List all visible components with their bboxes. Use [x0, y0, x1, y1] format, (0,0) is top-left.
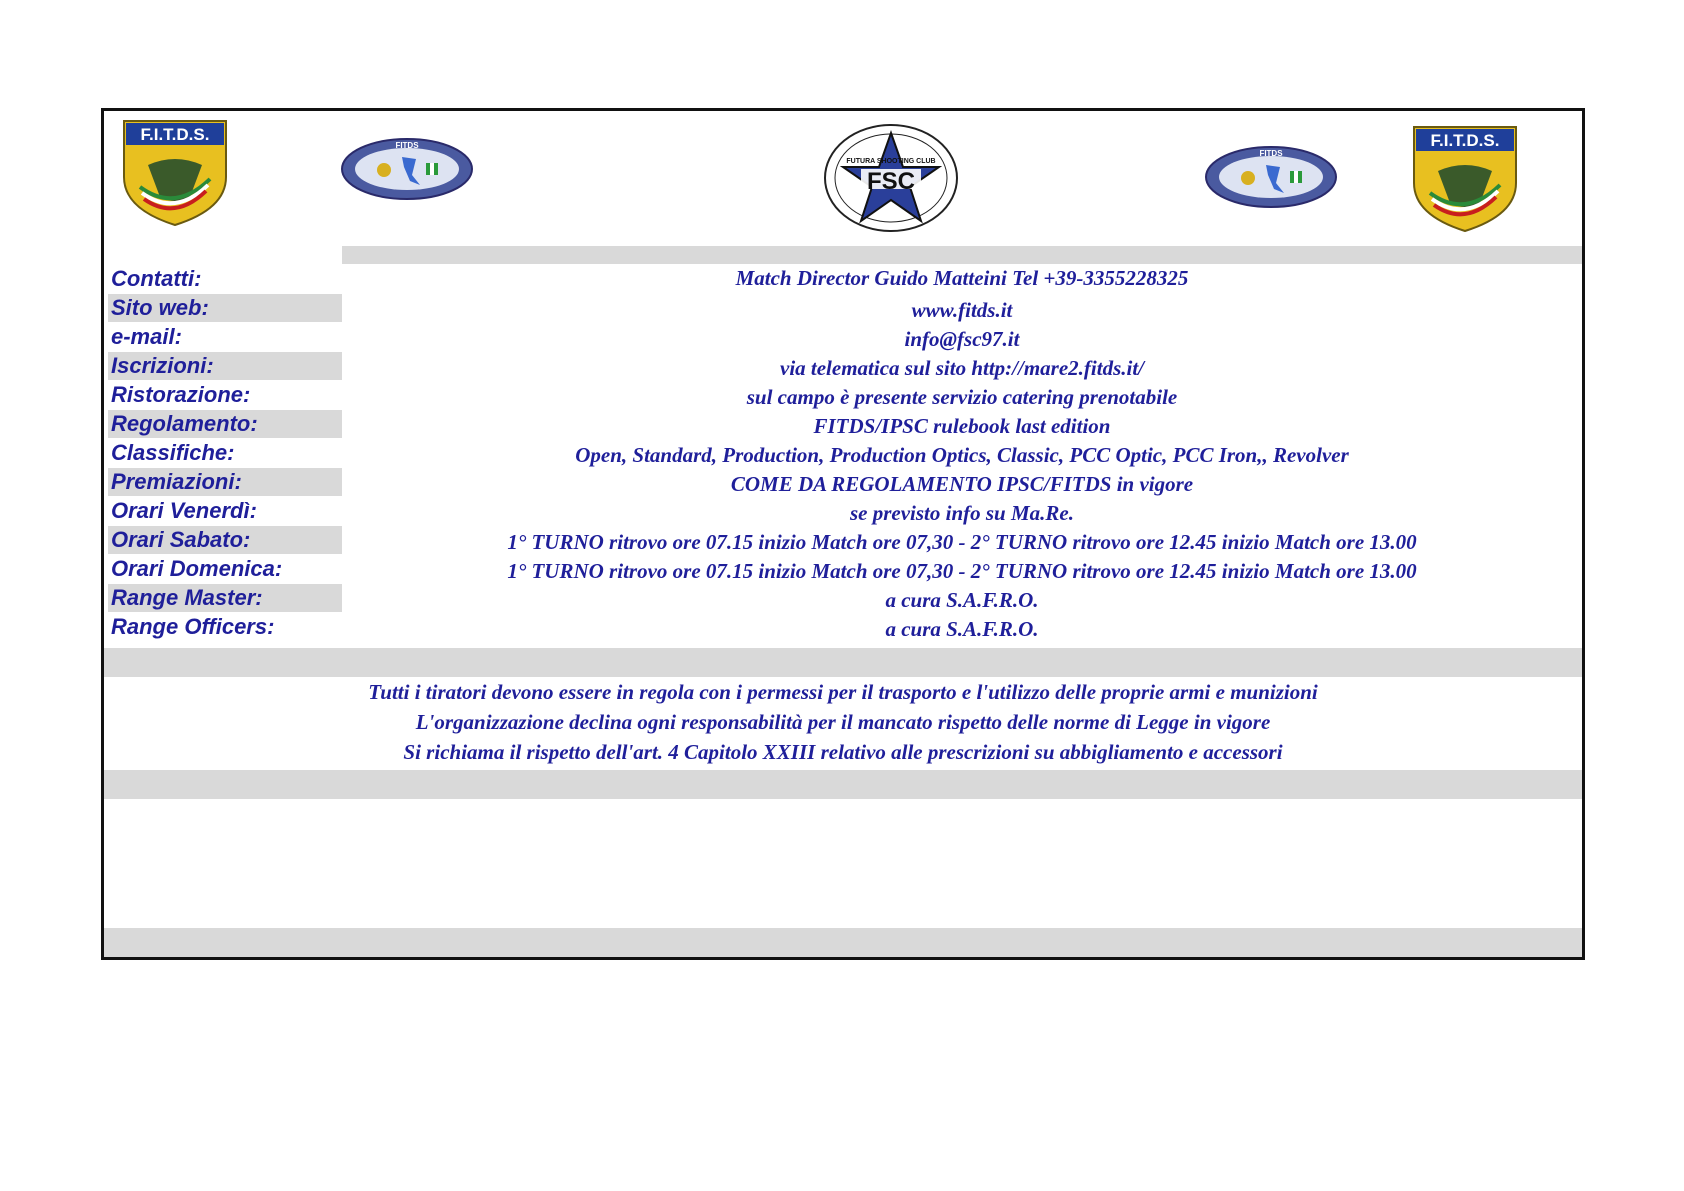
star-emblem-icon: [821, 123, 961, 233]
label-ristorazione: Ristorazione:: [111, 382, 251, 407]
oval-logo-text: FITDS: [395, 141, 419, 150]
note-line: Si richiama il rispetto dell'art. 4 Capitolo XXIII relativo alle prescrizioni su abbigliamento e accessori: [403, 740, 1283, 764]
fitds-shield-logo-left: [120, 117, 230, 227]
value-contatti: Match Director Guido Matteini Tel +39-3355228325: [735, 266, 1189, 290]
separator-band: [342, 246, 1582, 264]
label-range-master: Range Master:: [108, 584, 342, 612]
fsc-logo-ring-text: FUTURA SHOOTING CLUB: [846, 158, 936, 165]
value-ristorazione: sul campo è presente servizio catering prenotabile: [746, 385, 1178, 409]
separator-band: [104, 770, 1582, 799]
label-classifiche: Classifiche:: [111, 440, 235, 465]
fsc-club-logo: [821, 123, 961, 233]
value-iscrizioni: via telematica sul sito http://mare2.fitds.it/: [780, 356, 1144, 380]
oval-emblem-icon: [1204, 145, 1338, 209]
value-sito-web: www.fitds.it: [911, 298, 1013, 322]
value-regolamento: FITDS/IPSC rulebook last edition: [813, 414, 1111, 438]
value-range-officers: a cura S.A.F.R.O.: [885, 617, 1039, 641]
label-regolamento: Regolamento:: [108, 410, 342, 438]
shield-icon: [1410, 123, 1520, 233]
label-sito-web: Sito web:: [108, 294, 342, 322]
value-email: info@fsc97.it: [904, 327, 1020, 351]
fitds-oval-logo-left: [340, 137, 474, 201]
value-range-master: a cura S.A.F.R.O.: [885, 588, 1039, 612]
oval-emblem-icon: [340, 137, 474, 201]
label-orari-venerdi: Orari Venerdì:: [111, 498, 257, 523]
label-orari-domenica: Orari Domenica:: [111, 556, 283, 581]
value-classifiche: Open, Standard, Production, Production Optics, Classic, PCC Optic, PCC Iron,, Revolver: [575, 443, 1349, 467]
label-contatti: Contatti:: [111, 266, 202, 291]
separator-band: [104, 648, 1582, 677]
event-info-sheet: [101, 108, 1585, 960]
value-orari-domenica: 1° TURNO ritrovo ore 07.15 inizio Match ore 07,30 - 2° TURNO ritrovo ore 12.45 inizio Match ore 13.00: [507, 559, 1417, 583]
shield-logo-text: F.I.T.D.S.: [1430, 131, 1500, 150]
label-orari-sabato: Orari Sabato:: [108, 526, 342, 554]
label-email: e-mail:: [111, 324, 182, 349]
value-orari-venerdi: se previsto info su Ma.Re.: [849, 501, 1074, 525]
label-premiazioni: Premiazioni:: [108, 468, 342, 496]
separator-band: [104, 928, 1582, 957]
fitds-oval-logo-right: [1204, 145, 1338, 209]
label-iscrizioni: Iscrizioni:: [108, 352, 342, 380]
fsc-logo-text: FSC: [867, 168, 915, 195]
value-premiazioni: COME DA REGOLAMENTO IPSC/FITDS in vigore: [730, 472, 1194, 496]
note-line: Tutti i tiratori devono essere in regola con i permessi per il trasporto e l'utilizzo delle proprie armi e munizioni: [368, 680, 1318, 704]
shield-icon: [120, 117, 230, 227]
note-line: L'organizzazione declina ogni responsabilità per il mancato rispetto delle norme di Legge in vigore: [415, 710, 1271, 734]
shield-logo-text: F.I.T.D.S.: [140, 125, 210, 144]
label-range-officers: Range Officers:: [111, 614, 275, 639]
value-orari-sabato: 1° TURNO ritrovo ore 07.15 inizio Match ore 07,30 - 2° TURNO ritrovo ore 12.45 inizio Match ore 13.00: [507, 530, 1417, 554]
oval-logo-text: FITDS: [1259, 149, 1283, 158]
fitds-shield-logo-right: [1410, 123, 1520, 233]
